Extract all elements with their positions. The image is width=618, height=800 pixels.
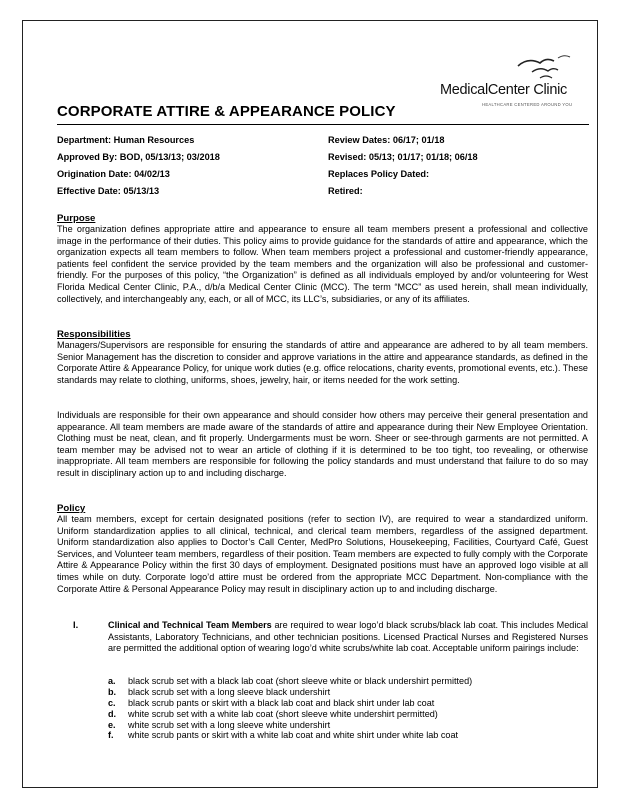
list-letter: a. [108,676,116,686]
section-lead: Clinical and Technical Team Members [108,620,272,630]
review-dates-field: Review Dates: 06/17; 01/18 [328,135,445,145]
list-letter: f. [108,730,114,741]
purpose-paragraph: The organization defines appropriate attire and appearance to ensure all team members present a professional and collective image in the performance of their duties. This policy aims to provide guidance for the standards of attire and appearance, which the organization expects all team members to follow. When team members project a professional and customer-friendly appearance, patients feel confident the service provided by the team members and the organization will also be professional and customer-friendly. For the purposes of this policy, “the Organization” is defined as all individuals employed by and/or volunteering for West Florida Medical Center Clinic, P.A., d/b/a Medical Center Clinic (MCC). The term “MCC” as used herein, shall mean individually, collectively, and interchangeably any, each, or all of MCC, its LLC’s, subsidiaries, or any of its affiliates. [57,224,588,304]
uniform-pairings-list [108,676,472,741]
document-title: CORPORATE ATTIRE & APPEARANCE POLICY [57,103,396,120]
replaces-policy-field: Replaces Policy Dated: [328,169,430,179]
logo-name: MedicalCenter Clinic [440,82,567,98]
list-letter: d. [108,708,117,719]
seagull-icon [440,52,590,86]
list-item [108,698,472,709]
section-clinical-technical [108,620,588,655]
list-text: white scrub pants or skirt with a white lab coat and white shirt under white lab coat [128,730,459,741]
list-item [108,730,472,741]
title-divider [57,124,589,125]
effective-date-field: Effective Date: 05/13/13 [57,186,160,196]
list-text: white scrub set with a long sleeve white undershirt [128,719,331,730]
policy-heading: Policy [57,503,86,514]
list-letter: c. [108,697,116,708]
retired-field: Retired: [328,186,363,196]
approved-by-field: Approved By: BOD, 05/13/13; 03/2018 [57,152,220,162]
section-numeral: I. [73,620,79,630]
responsibilities-paragraph-1: Managers/Supervisors are responsible for ensuring the standards of attire and appearance are adhered to by all team members. Senior Management has the discretion to consider and approve variations in the attire and appearance standards, as defined in the Corporate Attire & Appearance Policy, for unique work duties (e.g. office relocations, charity events, promotional events, etc.). These standards may relate to clothing, uniforms, shoes, jewelry, hair, or items needed for the work setting. [57,340,588,385]
department-field: Department: Human Resources [57,135,195,145]
list-text: white scrub set with a white lab coat (short sleeve white undershirt permitted) [128,708,438,719]
list-text: black scrub pants or skirt with a black lab coat and black shirt under lab coat [128,697,435,708]
revised-field: Revised: 05/13; 01/17; 01/18; 06/18 [328,152,478,162]
purpose-heading: Purpose [57,213,96,224]
list-letter: e. [108,719,116,730]
list-item [108,676,472,687]
policy-paragraph: All team members, except for certain designated positions (refer to section IV), are required to wear a standardized uniform. Uniform standardization applies to all clinical, technical, and clerical team members, regardless of the assigned department. Uniform standardization also applies to Doctor’s Call Center, MedPro Solutions, Housekeeping, Facilities, Courtyard Café, Guest Services, and Volunteer team members, regardless of their position. Team members are expected to fully comply with the Corporate Attire & Appearance Policy within the first 30 days of employment. Designated positions must have an approved logo visible at all times while on duty. Corporate logo’d attire must be ordered from the appropriate MCC Department. Non-compliance with the Corporate Attire & Personal Appearance Policy may result in disciplinary action up to and including discharge. [57,514,588,594]
list-item [108,687,472,698]
list-text: black scrub set with a black lab coat (short sleeve white or black undershirt permitted) [128,676,473,686]
clinic-logo [440,52,590,114]
list-item [108,709,472,720]
responsibilities-heading: Responsibilities [57,329,131,340]
list-text: black scrub set with a long sleeve black undershirt [128,686,331,697]
list-item [108,720,472,731]
origination-date-field: Origination Date: 04/02/13 [57,169,170,179]
responsibilities-paragraph-2: Individuals are responsible for their own appearance and should consider how others may perceive their general presentation and appearance. All team members are made aware of the standards of attire and appearance during their New Employee Orientation. Clothing must be neat, clean, and fit properly. Undergarments must be worn. Sheer or see-through garments are not permitted. A team member may be advised not to wear an article of clothing if it is determined to be too tight, too revealing, or otherwise inappropriate. All team members are responsible for following the policy standards and must understand that failure to do so may result in disciplinary action up to and including discharge. [57,410,588,478]
logo-tagline: HEALTHCARE CENTERED AROUND YOU [482,102,573,107]
list-letter: b. [108,686,117,697]
section-text: are required to wear logo’d black scrubs/black lab coat. This includes Medical Assistants, Laboratory Technicians, and other technician positions. Licensed Practical Nurses and Registered Nurses are permitted the additional option of wearing logo’d white scrubs/white lab coat. Acceptable uniform pairings include: [108,620,588,654]
